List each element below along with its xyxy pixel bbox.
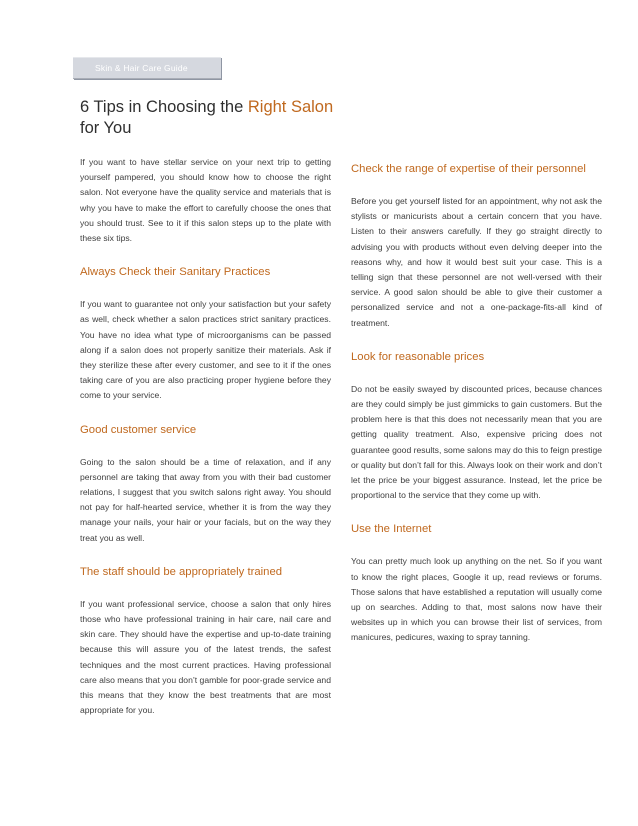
section-heading-sanitary: Always Check their Sanitary Practices [80,266,271,279]
right-column [351,160,602,663]
article-title [80,97,350,139]
section-heading-internet: Use the Internet [351,523,432,536]
section-body-expertise: Before you get yourself listed for an appointment, why not ask the stylists or manicurists about a certain concern that you have. Listen to their answers carefully. If they go straight directly to advising you with products without even delving deeper into the reasons why, and how it would best suit your case. This is a telling sign that these personnel are not well-versed with their service. A good salon should be able to give their customer a personalized service and not a one-package-fits-all kind of treatment. [351,196,602,328]
title-accent: Right Salon [247,98,334,116]
title-main: 6 Tips in Choosing the [80,98,248,116]
section-heading-staff-trained: The staff should be appropriately trained [80,565,283,578]
section-body-staff-trained: If you want professional service, choose a salon that only hires those who have professional training in hair care, nail care and skin care. They should have the expertise and up-to-date training because this will assure you of the latest trends, the safest techniques and the most current practices. Having professional care also means that you don’t gamble for poor-grade service and this means that they know the best treatments that are most appropriate for you. [80,598,331,716]
section-heading-customer-service: Good customer service [80,423,197,436]
left-column [80,155,331,735]
section-body-prices: Do not be easily swayed by discounted prices, because chances are they could simply be just gimmicks to gain customers. But the problem here is that this does not necessarily mean that you are getting quality treatment. Also, expensive pricing does not guarantee good results, some salons may do this to feign prestige or quality but don’t fall for this. Always look on their work and don’t let the price be your biggest assurance. Instead, let the price be proportional to the service that they come up with. [351,383,602,501]
section-body-customer-service: Going to the salon should be a time of relaxation, and if any personnel are taking that away from you with their bad customer relations, I suggest that you switch salons right away. You should not pay for half-hearted service, whether it is from the way they manage your nails, your hair or your facials, but on the way they treat you as well. [80,456,331,543]
title-tail: for You [80,119,132,137]
guide-tab [73,57,221,79]
section-heading-expertise: Check the range of expertise of their personnel [351,163,586,175]
intro-paragraph: If you want to have stellar service on your next trip to getting yourself pampered, you should know how to choose the right salon. Not everyone have the quality service and materials that is why you have to make the effort to carefully choose the ones that you should trust. See to it if this salon steps up to the plate with these six tips. [80,157,331,244]
section-body-sanitary: If you want to guarantee not only your satisfaction but your safety as well, check whether a salon practices strict sanitary practices. You have no idea what type of microorganisms can be passed along if a salon does not properly sanitize their materials. Ask if they sterilize these after every customer, and see to it if the ones taking care of you are also practicing proper hygiene before they come to your service. [80,299,331,401]
section-heading-prices: Look for reasonable prices [351,350,485,363]
section-body-internet: You can pretty much look up anything on the net. So if you want to know the right places, Google it up, read reviews or forums. Those salons that have established a reputation will usually come up on searches. Adding to that, most salons now have their websites up in which you can browse their list of services, from manicures, pedicures, waxing to spray tanning. [351,556,602,643]
guide-tab-label: Skin & Hair Care Guide [95,63,188,73]
